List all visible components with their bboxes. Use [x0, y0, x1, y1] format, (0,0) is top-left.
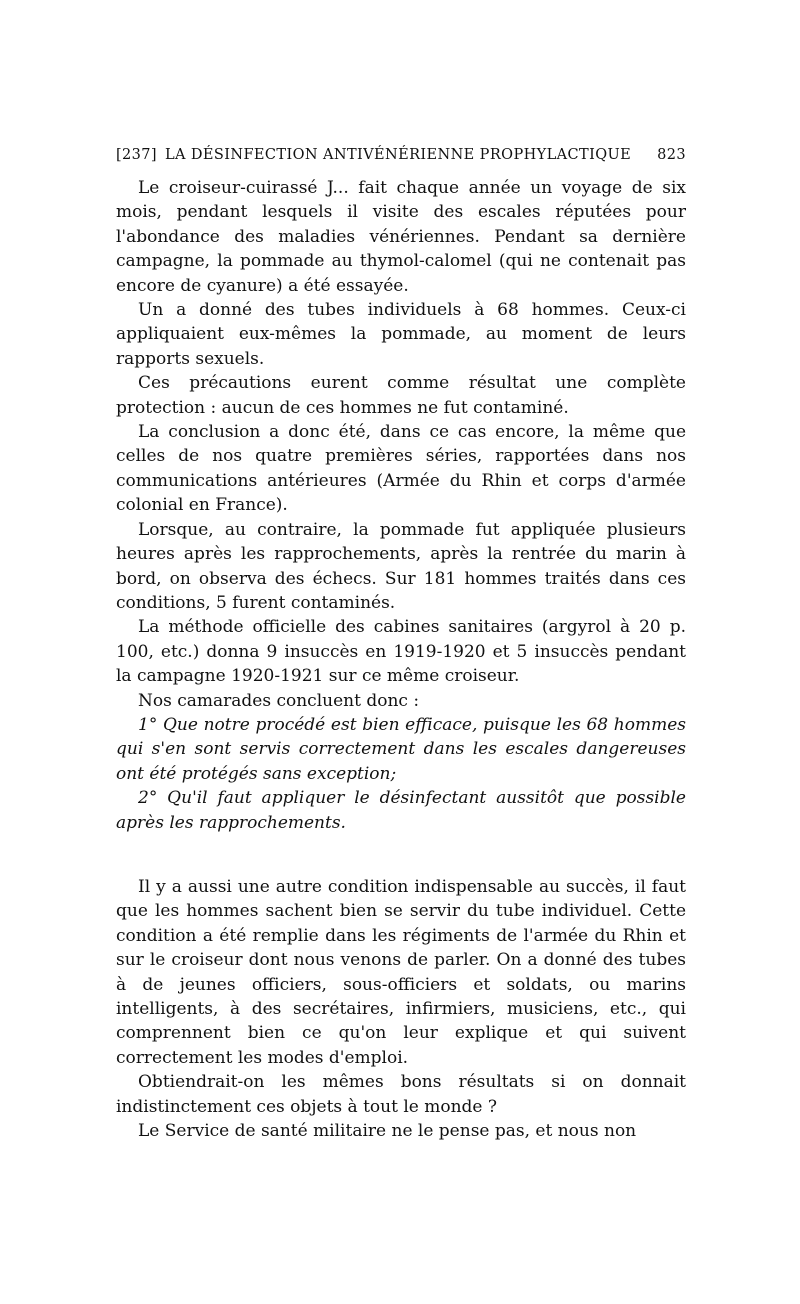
- conclusion-item-1: 1° Que notre procédé est bien efficace, puisque les 68 hommes qui s'en sont servis correctement dans les escales dangereuses ont été protégés sans exception;: [116, 714, 686, 784]
- paragraph-failures: Lorsque, au contraire, la pommade fut appliquée plusieurs heures après les rapprochements, après la rentrée du marin à bord, on observa des échecs. Sur 181 hommes traités dans ces conditions, 5 furent contaminés.: [116, 519, 686, 613]
- running-header: [116, 140, 686, 170]
- conclusion-item-2: 2° Qu'il faut appliquer le désinfectant aussitôt que possible après les rapprochements.: [116, 788, 686, 833]
- paragraph-protection-result: Ces précautions eurent comme résultat une complète protection : aucun de ces hommes ne fut contaminé.: [116, 373, 686, 418]
- paragraph-official-method: La méthode officielle des cabines sanitaires (argyrol à 20 p. 100, etc.) donna 9 insuccès en 1919-1920 et 5 insuccès pendant la campagne 1920-1921 sur ce même croiseur.: [116, 617, 686, 687]
- paragraph-health-service: Le Service de santé militaire ne le pense pas, et nous non: [138, 1121, 637, 1142]
- paragraph-usage-condition: Il y a aussi une autre condition indispensable au succès, il faut que les hommes sachent bien se servir du tube individuel. Cette condition a été remplie dans les régiments de l'armée du Rhin et sur le croiseur dont nous venons de parler. On a donné des tubes à de jeunes officiers, sous-officiers et soldats, ou marins intelligents, à des secrétaires, infirmiers, musiciens, etc., qui comprennent bien ce qu'on leur explique et qui suivent correctement les modes d'emploi.: [116, 876, 686, 1068]
- paragraph-conclusion-series: La conclusion a donc été, dans ce cas encore, la même que celles de nos quatre premières séries, rapportées dans nos communications antérieures (Armée du Rhin et corps d'armée colonial en France).: [116, 422, 686, 516]
- paragraph-colleagues-conclude: Nos camarades concluent donc :: [138, 690, 420, 711]
- document-page: [116, 140, 686, 1143]
- running-title: LA DÉSINFECTION ANTIVÉNÉRIENNE PROPHYLACTIQUE: [165, 147, 632, 163]
- section-gap: [116, 835, 686, 875]
- page-number: 823: [657, 147, 686, 163]
- article-reference: [237]: [116, 147, 157, 163]
- paragraph-question: Obtiendrait-on les mêmes bons résultats si on donnait indistinctement ces objets à tout le monde ?: [116, 1072, 686, 1117]
- paragraph-individual-tubes: Un a donné des tubes individuels à 68 hommes. Ceux-ci appliquaient eux-mêmes la pommade, au moment de leurs rapports sexuels.: [116, 300, 686, 369]
- paragraph-cruiser-campaign: Le croiseur-cuirassé J... fait chaque année un voyage de six mois, pendant lesquels il visite des escales réputées pour l'abondance des maladies vénériennes. Pendant sa dernière campagne, la pommade au thymol-calomel (qui ne contenait pas encore de cyanure) a été essayée.: [116, 178, 686, 296]
